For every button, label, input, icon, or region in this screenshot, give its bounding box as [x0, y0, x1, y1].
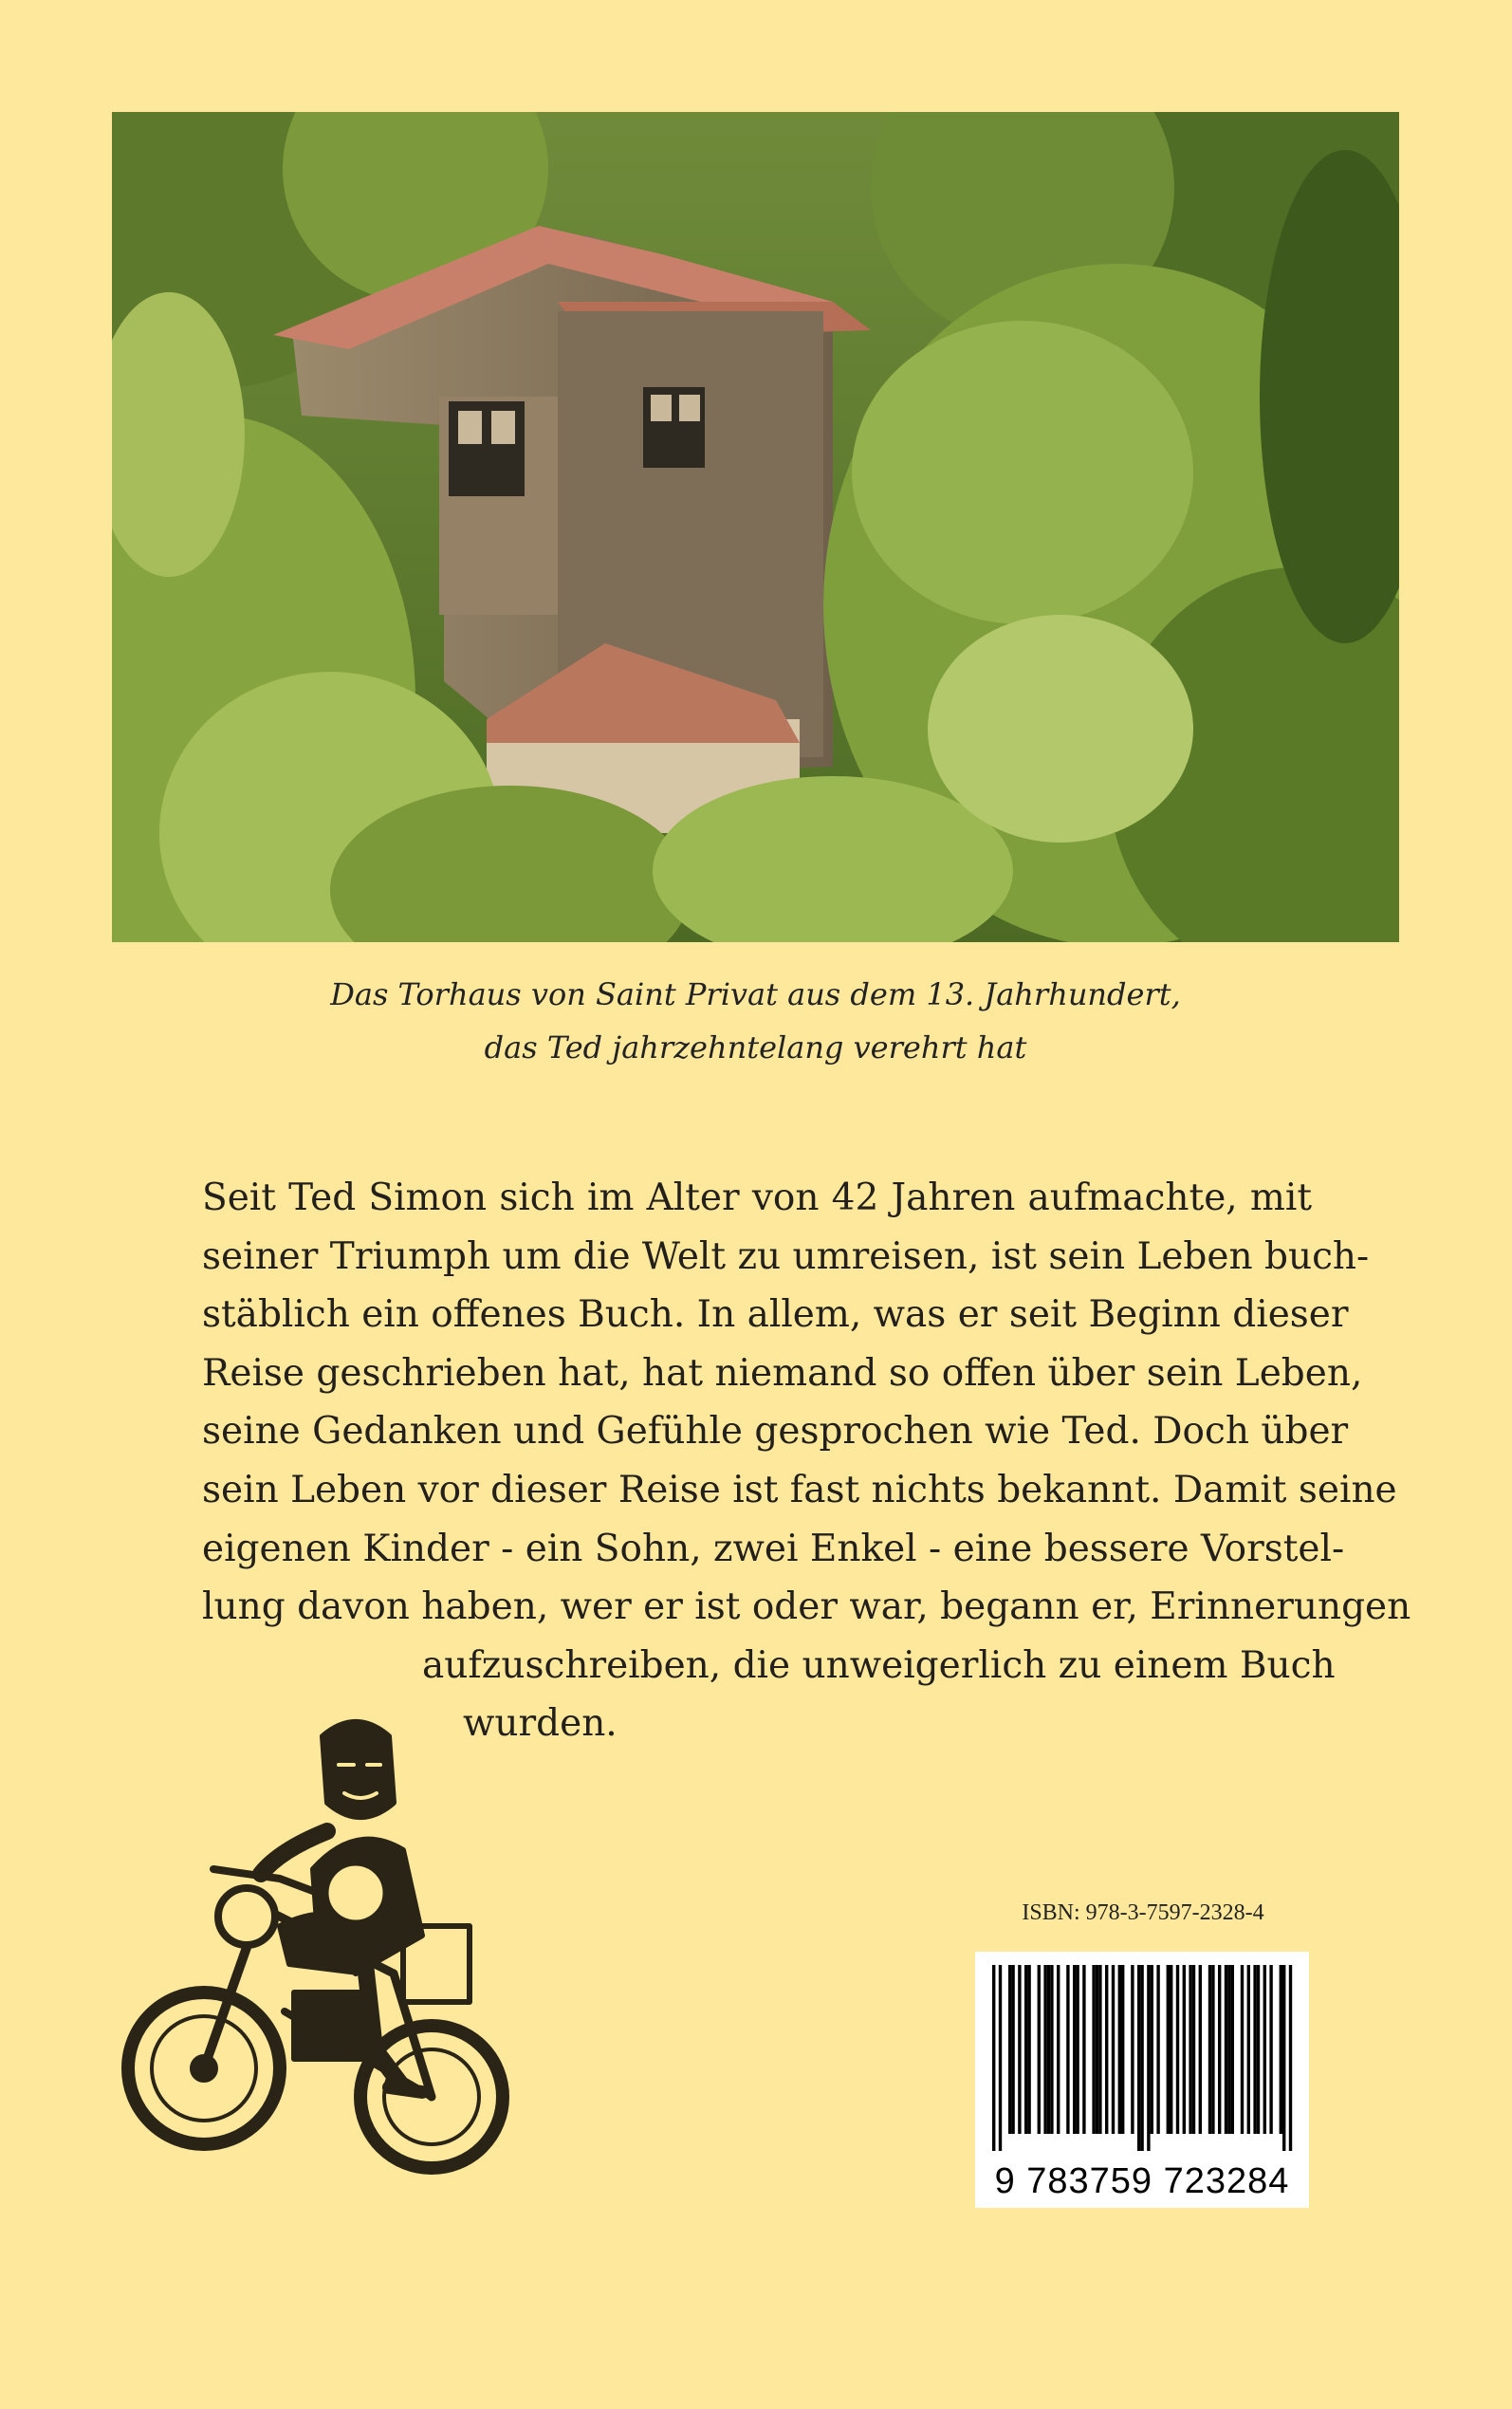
barcode-bar — [1199, 1965, 1202, 2134]
blurb-line: lung davon haben, wer er ist oder war, begann er, Erinnerungen — [202, 1585, 1411, 1629]
gatehouse-photo-illustration — [112, 112, 1399, 942]
barcode-bar — [1147, 1965, 1150, 2151]
blurb-line: Reise geschrieben hat, hat niemand so offen über sein Leben, — [202, 1351, 1363, 1395]
barcode-bar — [1098, 1965, 1101, 2134]
barcode-bar — [999, 1965, 1002, 2151]
book-blurb — [202, 1169, 1411, 1753]
motorcycle-icon — [119, 1689, 526, 2220]
barcode-bar — [1263, 1965, 1266, 2134]
blurb-line: wurden. — [463, 1702, 618, 1746]
barcode-bar — [1105, 1965, 1108, 2134]
barcode-bar — [1024, 1965, 1027, 2134]
barcode-bar — [1043, 1965, 1046, 2134]
barcode-bar — [1047, 1965, 1050, 2134]
isbn-label: ISBN: 978-3-7597-2328-4 — [1022, 1900, 1264, 1925]
barcode-bar — [1057, 1965, 1060, 2134]
barcode-bar — [1112, 1965, 1115, 2134]
barcode-bar — [1257, 1965, 1260, 2134]
barcode-bar — [1211, 1965, 1214, 2134]
barcode-bar — [1038, 1965, 1041, 2134]
blurb-line: seiner Triumph um die Welt zu umreisen, ist sein Leben buch- — [202, 1234, 1370, 1278]
barcode-bar — [1121, 1965, 1124, 2134]
barcode-bar — [1247, 1965, 1250, 2134]
blurb-line: stäblich ein offenes Buch. In allem, was er seit Beginn dieser — [202, 1293, 1349, 1337]
photo-caption — [112, 968, 1399, 1074]
blurb-line: seine Gedanken und Gefühle gesprochen wie Ted. Doch über — [202, 1410, 1349, 1454]
barcode-bar — [1253, 1965, 1256, 2134]
barcode-bar — [1082, 1965, 1085, 2134]
barcode-bar — [1008, 1965, 1011, 2134]
caption-line-2: das Ted jahrzehntelang verehrt hat — [484, 1029, 1027, 1066]
barcode-bar — [1183, 1965, 1186, 2134]
barcode-bar — [1225, 1965, 1227, 2134]
barcode-bar — [1018, 1965, 1021, 2134]
caption-line-1: Das Torhaus von Saint Privat aus dem 13. Jahrhundert, — [330, 976, 1181, 1012]
barcode-bar — [1050, 1965, 1053, 2134]
barcode-bar — [1151, 1965, 1153, 2134]
barcode-bar — [1076, 1965, 1079, 2134]
barcode-bar — [1011, 1965, 1014, 2134]
barcode-bar — [1092, 1965, 1095, 2134]
barcode-bars — [975, 1952, 1309, 2160]
barcode-bar — [1269, 1965, 1272, 2134]
barcode-bar — [1289, 1965, 1292, 2151]
barcode-bar — [1189, 1965, 1191, 2134]
barcode-bar — [1137, 1965, 1140, 2151]
barcode-bar — [1218, 1965, 1221, 2134]
barcode-bar — [1176, 1965, 1179, 2134]
barcode-bar — [1167, 1965, 1170, 2134]
isbn-barcode — [975, 1952, 1309, 2208]
barcode-bar — [1170, 1965, 1172, 2134]
barcode-bar — [1241, 1965, 1244, 2134]
barcode-bar — [992, 1965, 995, 2151]
barcode-bar — [1118, 1965, 1121, 2134]
blurb-line: sein Leben vor dieser Reise ist fast nichts bekannt. Damit seine — [202, 1468, 1397, 1511]
blurb-line: Seit Ted Simon sich im Alter von 42 Jahren aufmachte, mit — [202, 1177, 1312, 1219]
barcode-bar — [1073, 1965, 1076, 2134]
barcode-bar — [1208, 1965, 1211, 2134]
barcode-bar — [1140, 1965, 1143, 2151]
blurb-line: eigenen Kinder - ein Sohn, zwei Enkel - eine bessere Vorstel- — [202, 1527, 1345, 1570]
barcode-bar — [1227, 1965, 1230, 2134]
cover-photo — [112, 112, 1399, 942]
barcode-bar — [1282, 1965, 1285, 2151]
barcode-bar — [1231, 1965, 1234, 2134]
barcode-bar — [1156, 1965, 1159, 2134]
barcode-bar — [1192, 1965, 1195, 2134]
blurb-line: aufzuschreiben, die unweigerlich zu einem Buch — [422, 1643, 1336, 1687]
barcode-digits: 9 783759 723284 — [994, 2161, 1290, 2201]
barcode-bar — [1131, 1965, 1134, 2134]
barcode-bar — [1280, 1965, 1282, 2134]
barcode-bar — [1066, 1965, 1069, 2134]
motorcycle-rider-illustration — [119, 1689, 526, 2220]
barcode-bar — [1027, 1965, 1030, 2134]
barcode-bar — [1096, 1965, 1098, 2134]
